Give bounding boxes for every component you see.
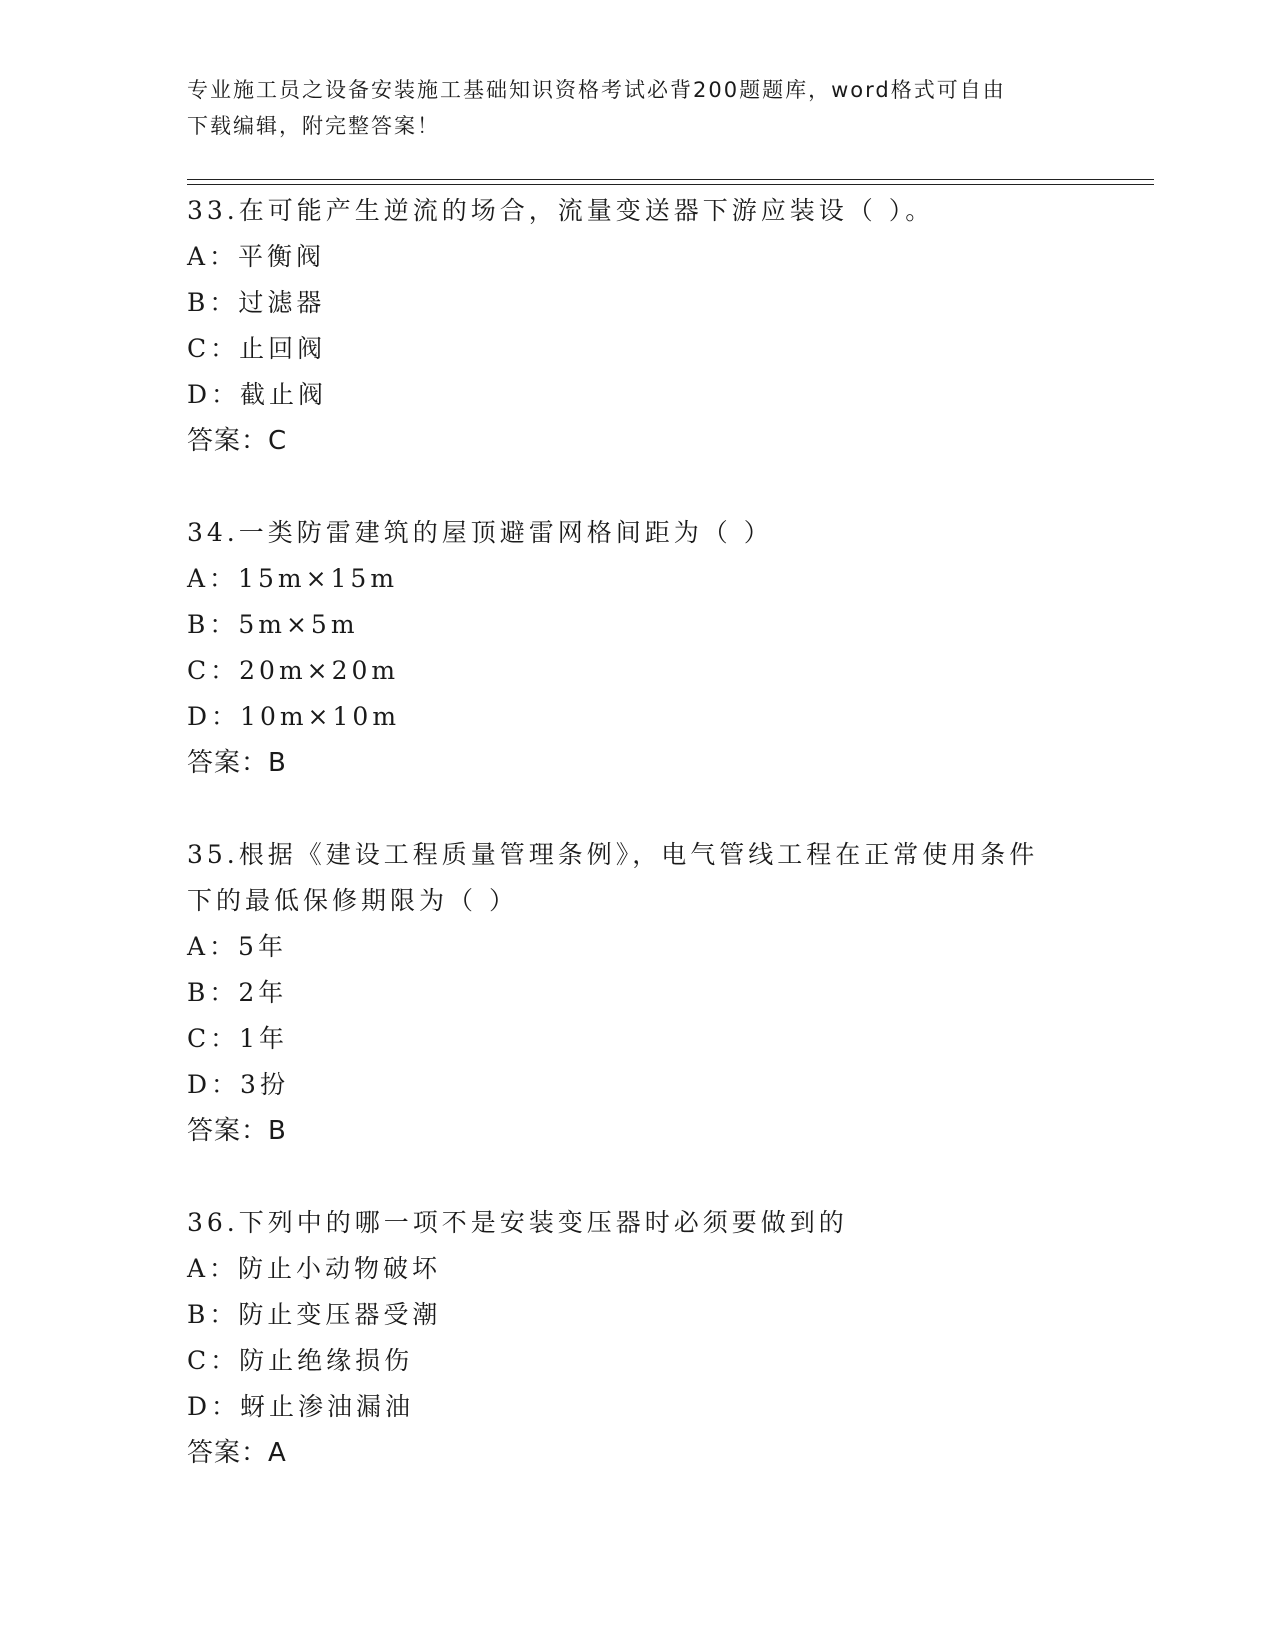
option-a: A：平衡阀 — [187, 242, 326, 271]
option-c: C：防止绝缘损伤 — [187, 1346, 414, 1375]
option-d: D：3扮 — [187, 1070, 289, 1099]
question-35 — [187, 832, 1107, 1154]
header-divider — [187, 179, 1154, 185]
question-34 — [187, 510, 1107, 786]
option-a: A：5年 — [187, 932, 287, 961]
question-33 — [187, 188, 1107, 464]
option-d: D：截止阀 — [187, 380, 328, 409]
option-d: D：10m×10m — [187, 702, 401, 731]
option-b: B：2年 — [187, 978, 288, 1007]
option-b: B：5m×5m — [187, 610, 359, 639]
answer: 答案：B — [187, 1116, 287, 1146]
option-b: B：防止变压器受潮 — [187, 1300, 442, 1329]
option-a: A：15m×15m — [187, 564, 399, 593]
option-a: A：防止小动物破坏 — [187, 1254, 442, 1283]
option-c: C：1年 — [187, 1024, 289, 1053]
option-d: D：蚜止渗油漏油 — [187, 1392, 415, 1421]
option-b: B：过滤器 — [187, 288, 326, 317]
answer: 答案：C — [187, 426, 288, 456]
question-list — [187, 188, 1107, 1522]
question-36 — [187, 1200, 1107, 1476]
answer: 答案：A — [187, 1438, 287, 1468]
question-stem: 36.下列中的哪一项不是安装变压器时必须要做到的 — [187, 1208, 848, 1237]
answer: 答案：B — [187, 748, 287, 778]
document-header — [187, 72, 1087, 144]
question-stem: 33.在可能产生逆流的场合，流量变送器下游应装设（ ）。 — [187, 196, 935, 225]
option-c: C：20m×20m — [187, 656, 400, 685]
header-line-1: 专业施工员之设备安装施工基础知识资格考试必背200题题库，word格式可自由 — [187, 78, 1006, 102]
header-line-2: 下载编辑，附完整答案！ — [187, 114, 440, 138]
option-c: C：止回阀 — [187, 334, 327, 363]
question-stem: 34.一类防雷建筑的屋顶避雷网格间距为（ ） — [187, 518, 773, 547]
question-stem: 35.根据《建设工程质量管理条例》，电气管线工程在正常使用条件下的最低保修期限为（ ） — [187, 840, 1039, 915]
